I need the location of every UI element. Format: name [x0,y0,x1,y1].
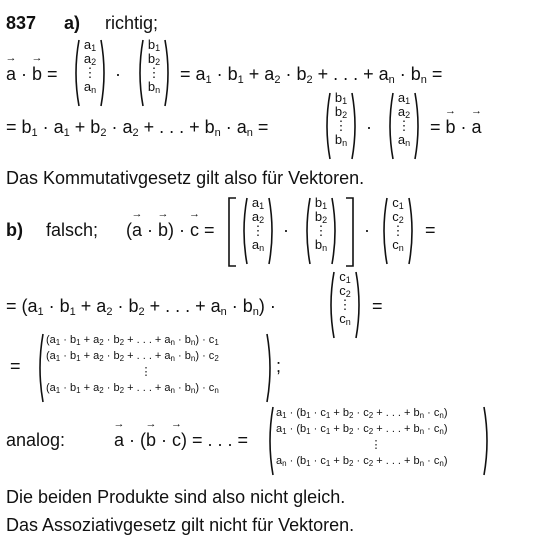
part-a-line2-end: = → b · → a [430,117,482,138]
part-a-conclusion: Das Kommutativgesetz gilt also für Vektoren. [6,168,365,188]
analog-expr: → a · (→ b · → c) = . . . = [114,430,248,451]
vector-b-column-3: $b_1$ $b_2$ ⋮ $b_n$ [303,196,339,266]
part-b-label: b) [6,220,23,240]
vector-c-column-2: $c_1$ $c_2$ ⋮ $c_n$ [327,270,363,340]
part-b-conclusion-2: Das Assoziativgesetz gilt nicht für Vektoren. [6,515,355,535]
part-b-conclusion-1: Die beiden Produkte sind also nicht gleich. [6,487,346,507]
part-b-line3-end: ; [276,356,282,376]
vector-a-column: $a_1$ $a_2$ ⋮ $a_n$ [72,38,108,108]
part-b-line1-end: = [425,220,436,240]
vector-b-column-2: $b_1$ $b_2$ ⋮ $b_n$ [323,91,359,161]
part-b-line2-end: = [372,296,383,316]
part-a-lhs: → a · → b = [6,64,58,85]
part-a-line1-rhs: = $a_1 \cdot b_1 + a_2 \cdot b_2$ + . . . + $a_n \cdot b_n$ = [180,64,443,86]
part-b-line2: = ($a_1 \cdot b_1 + a_2 \cdot b_2$ + . . . + $a_n \cdot b_n$) · [6,296,276,318]
part-b-lhs: (→ a · → b) · → c = [126,220,215,241]
vector-a-column-3: $a_1$ $a_2$ ⋮ $a_n$ [240,196,276,266]
vector-b-column: $b_1$ $b_2$ ⋮ $b_n$ [136,38,172,108]
vector-a-column-2: $a_1$ $a_2$ ⋮ $a_n$ [386,91,422,161]
part-a-verdict: richtig; [105,13,159,33]
exercise-number: 837 [6,13,37,33]
part-a-label: a) [64,13,81,33]
part-b-line3-prefix: = [10,356,21,376]
result-vector-rows: ($a_1 \cdot b_1 + a_2 \cdot b_2$ + . . . + $a_n \cdot b_n) \cdot c_1$ ($a_1 \cdot b_1 + a_2 \cdot b_2$ + . . . + $a_n \cdot b_n) \cdot c_2$ ⋮ ($a_1 \cdot b_1 + a_2 \cdot b_2$ + . . . + $a_n \cdot b_n) \cdot c_n$ [46,334,219,395]
vector-c-column: $c_1$ $c_2$ ⋮ $c_n$ [380,196,416,266]
part-b-verdict: falsch; [46,220,99,240]
part-a-line2: = $b_1 \cdot a_1 + b_2 \cdot a_2$ + . . . + $b_n \cdot a_n$ = [6,117,269,139]
analog-vector-rows: $a_1 \cdot (b_1 \cdot c_1 + b_2 \cdot c_2$ + . . . + $b_n \cdot c_n$) $a_1 \cdot (b_1 \cdot c_1 + b_2 \cdot c_2$ + . . . + $b_n \cdot c_n$) ⋮ $a_n \cdot (b_1 \cdot c_1 + b_2 \cdot c_2$ + . . . + $b_n \cdot c_n$) [276,407,448,468]
analog-label: analog: [6,430,66,450]
